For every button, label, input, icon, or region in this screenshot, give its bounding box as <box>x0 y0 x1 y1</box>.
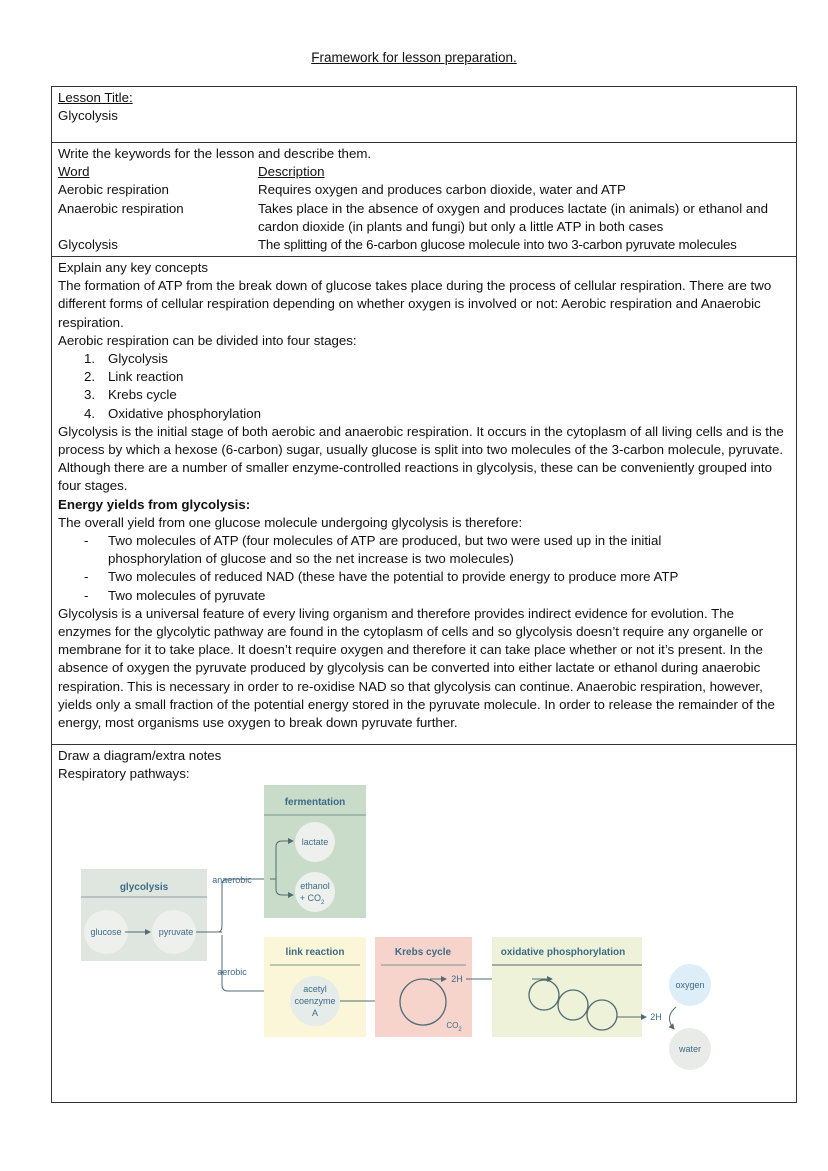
svg-text:aerobic: aerobic <box>217 967 247 977</box>
lesson-title-section <box>52 87 796 143</box>
svg-text:oxygen: oxygen <box>675 980 705 990</box>
keyword-word: Anaerobic respiration <box>58 200 184 216</box>
stage-item: 3. Krebs cycle <box>84 387 177 403</box>
keyword-row <box>58 181 790 199</box>
svg-text:glycolysis: glycolysis <box>119 882 169 893</box>
svg-text:A: A <box>311 1008 319 1018</box>
svg-text:2H: 2H <box>650 1012 662 1022</box>
yield-text: Two molecules of ATP (four molecules of ATP are produced, but two were used up in the initial phosphorylation of glucose and so the net increase is two molecules) <box>108 533 662 567</box>
yield-item: - Two molecules of ATP (four molecules of ATP are produced, but two were used up in the initial phosphorylation of glucose and so the net increase is two molecules) <box>58 532 790 568</box>
stage-label: Link reaction <box>108 369 184 385</box>
svg-text:CO2: $CO_2$ <box>446 1021 462 1033</box>
yield-item: - Two molecules of pyruvate <box>58 587 790 605</box>
yield-text: Two molecules of reduced NAD (these have the potential to provide energy to produce more ATP <box>108 569 679 585</box>
svg-text:fermentation: fermentation <box>284 797 346 808</box>
key-concepts-section <box>52 257 796 745</box>
concepts-heading: Explain any key concepts <box>58 260 209 275</box>
svg-text:coenzyme: coenzyme <box>294 996 336 1006</box>
svg-text:Krebs cycle: Krebs cycle <box>394 947 452 958</box>
keywords-prompt: Write the keywords for the lesson and describe them. <box>58 146 372 161</box>
keyword-row <box>58 236 790 254</box>
diagram-subheading: Respiratory pathways: <box>58 766 190 782</box>
svg-text:water: water <box>678 1044 702 1054</box>
lesson-title-label: Lesson Title: <box>58 90 133 105</box>
keyword-row <box>58 200 790 236</box>
svg-text:pyruvate: pyruvate <box>158 927 194 937</box>
keyword-description: Requires oxygen and produces carbon dioxide, water and ATP <box>258 182 626 198</box>
keyword-word: Glycolysis <box>58 237 118 253</box>
yield-text: Two molecules of pyruvate <box>108 587 266 603</box>
stage-label: Krebs cycle <box>108 387 177 403</box>
word-header: Word <box>58 164 90 180</box>
svg-text:lactate: lactate <box>301 837 329 847</box>
keyword-description: Takes place in the absence of oxygen and produces lactate (in animals) or ethanol and cardon dioxide (in plants and fungi) but only a little ATP in both cases <box>258 200 769 234</box>
keywords-header-row <box>58 163 790 181</box>
svg-text:acetyl: acetyl <box>303 984 327 994</box>
svg-text:2H: 2H <box>451 974 463 984</box>
fermentation-stage <box>264 785 366 918</box>
stage-label: Oxidative phosphorylation <box>108 405 262 421</box>
respiratory-pathways-diagram <box>52 785 792 1105</box>
svg-text:+ CO2: + $CO_2$ <box>299 893 325 906</box>
description-header: Description <box>258 164 325 180</box>
stage-item: 1. Glycolysis <box>84 351 168 367</box>
lesson-title-value: Glycolysis <box>58 108 118 124</box>
keyword-description: The splitting of the 6-carbon glucose molecule into two 3-carbon pyruvate molecules <box>258 237 737 253</box>
page-title: Framework for lesson preparation. <box>311 50 517 65</box>
concepts-paragraph: Glycolysis is the initial stage of both aerobic and anaerobic respiration. It occurs in the cytoplasm of all living cells and is the process by which a hexose (6-carbon) sugar, usually glucose is split into two molecules of the 3-carbon molecule, pyruvate. Although there are a number of smaller enzyme-controlled reactions in glycolysis, these can be conveniently grouped into four stages. <box>58 423 784 494</box>
svg-text:anaerobic: anaerobic <box>212 875 252 885</box>
stage-item: 4. Oxidative phosphorylation <box>84 405 262 421</box>
keywords-section <box>52 143 796 257</box>
concepts-paragraph: Glycolysis is a universal feature of every living organism and therefore provides indirect evidence for evolution. The enzymes for the glycolytic pathway are found in the cytoplasm of cells and so glycolysis doesn’t require any organelle or membrane for it to take place. It doesn’t require oxygen and therefore it can take place whether or not it’s present. In the absence of oxygen the pyruvate produced by glycolysis can be converted into either lactate or ethanol during anaerobic respiration. This is necessary in order to re-oxidise NAD so that glycolysis can continue. Anaerobic respiration, however, yields only a small fraction of the potential energy stored in the pyruvate molecule. In order to release the remainder of the energy, most organisms use oxygen to break down pyruvate further. <box>58 605 775 731</box>
lesson-framework-table <box>51 86 797 1103</box>
glycolysis-stage <box>81 869 207 961</box>
yield-item: - Two molecules of reduced NAD (these have the potential to provide energy to produce more ATP <box>58 568 790 586</box>
svg-text:ethanol: ethanol <box>300 881 330 891</box>
energy-yields-heading: Energy yields from glycolysis: <box>58 496 251 512</box>
concepts-paragraph: The formation of ATP from the break down of glucose takes place during the process of cellular respiration. There are two different forms of cellular respiration depending on whether oxygen is involved or not: Aerobic respiration and Anaerobic respiration. <box>58 278 772 330</box>
concepts-paragraph: Aerobic respiration can be divided into four stages: <box>58 332 357 348</box>
oxidative-phosphorylation-stage <box>492 937 646 1037</box>
stage-label: Glycolysis <box>108 351 168 367</box>
svg-text:glucose: glucose <box>90 927 122 937</box>
link-reaction-stage <box>264 937 392 1037</box>
diagram-section <box>52 745 796 1102</box>
keyword-word: Aerobic respiration <box>58 182 169 198</box>
svg-text:link reaction: link reaction <box>285 947 345 958</box>
concepts-paragraph: The overall yield from one glucose molecule undergoing glycolysis is therefore: <box>58 514 523 530</box>
svg-text:oxidative phosphorylation: oxidative phosphorylation <box>500 947 626 958</box>
stage-item: 2. Link reaction <box>84 369 184 385</box>
diagram-heading: Draw a diagram/extra notes <box>58 748 222 763</box>
